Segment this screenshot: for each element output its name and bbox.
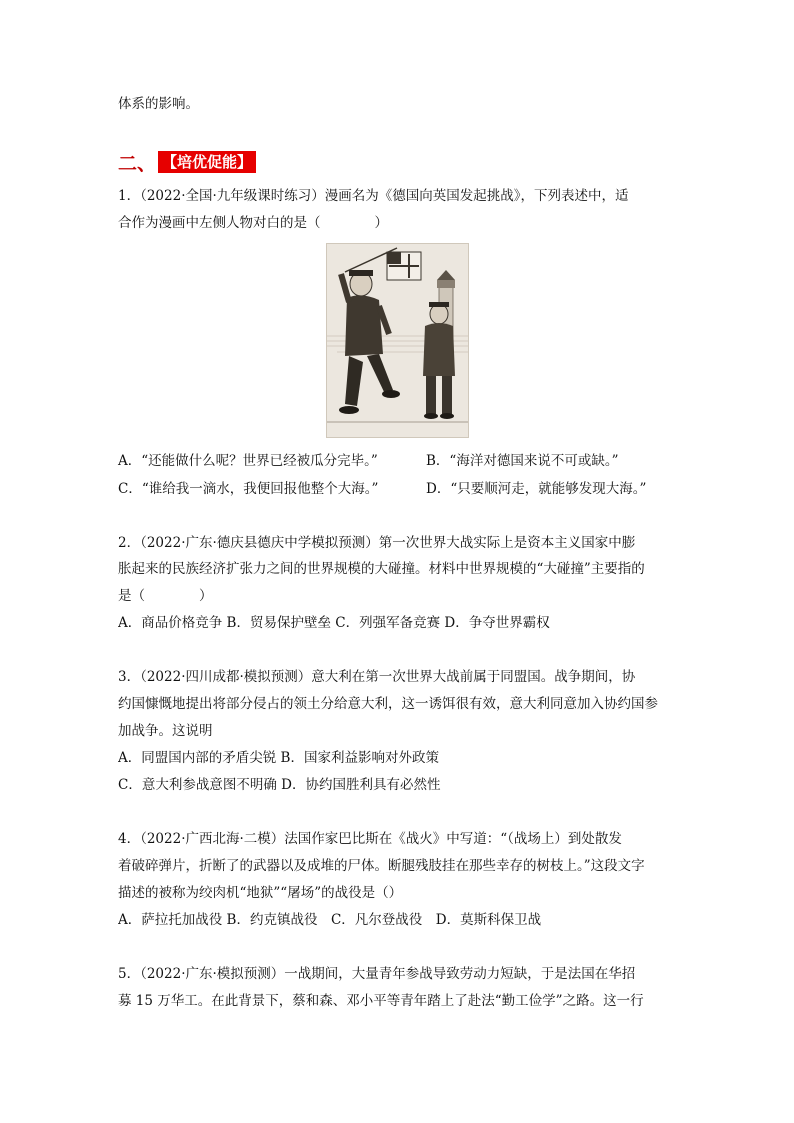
q2-options: A．商品价格竞争 B．贸易保护壁垒 C．列强军备竞赛 D．争夺世界霸权 xyxy=(118,615,550,631)
q4-line1: 4．（2022·广西北海·二模）法国作家巴比斯在《战火》中写道：“（战场上）到处散发 xyxy=(118,831,622,847)
q4-line2: 着破碎弹片，折断了的武器以及成堆的尸体。断腿残肢挂在那些幸存的树枝上。”这段文字 xyxy=(118,858,645,874)
cartoon-image xyxy=(326,243,469,438)
top-fragment: 体系的影响。 xyxy=(118,96,199,112)
q3-line1: 3．（2022·四川成都·模拟预测）意大利在第一次世界大战前属于同盟国。战争期间，协 xyxy=(118,669,636,685)
q1-option-b: B．“海洋对德国来说不可或缺。” xyxy=(426,453,619,469)
cartoon-illustration xyxy=(327,244,468,437)
q3-options-line1: A．同盟国内部的矛盾尖锐 B．国家利益影响对外政策 xyxy=(118,750,439,766)
section-heading xyxy=(118,150,256,174)
q2-line1: 2．（2022·广东·德庆县德庆中学模拟预测）第一次世界大战实际上是资本主义国家中膨 xyxy=(118,535,636,551)
q3-line2: 约国慷慨地提出将部分侵占的领土分给意大利，这一诱饵很有效，意大利同意加入协约国参 xyxy=(118,696,658,712)
q4-line3: 描述的被称为绞肉机“地狱”“屠场”的战役是（） xyxy=(118,885,403,901)
q2-line3: 是（ ） xyxy=(118,588,213,604)
q1-option-c: C．“谁给我一滴水，我便回报他整个大海。” xyxy=(118,481,379,497)
q1-line1: 1．（2022·全国·九年级课时练习）漫画名为《德国向英国发起挑战》，下列表述中，适 xyxy=(118,188,629,204)
q1-line2: 合作为漫画中左侧人物对白的是（ ） xyxy=(118,215,388,231)
q5-line2: 募 15 万华工。在此背景下，蔡和森、邓小平等青年踏上了赴法“勤工俭学”之路。这一行 xyxy=(118,993,644,1009)
q4-options: A．萨拉托加战役 B．约克镇战役 C．凡尔登战役 D．莫斯科保卫战 xyxy=(118,912,542,928)
q1-option-a: A．“还能做什么呢？世界已经被瓜分完毕。” xyxy=(118,453,378,469)
section-number: 二、 xyxy=(118,152,157,175)
q3-options-line2: C．意大利参战意图不明确 D．协约国胜利具有必然性 xyxy=(118,777,441,793)
q3-line3: 加战争。这说明 xyxy=(118,723,213,739)
q1-option-d: D．“只要顺河走，就能够发现大海。” xyxy=(426,481,647,497)
q5-line1: 5．（2022·广东·模拟预测）一战期间，大量青年参战导致劳动力短缺，于是法国在华招 xyxy=(118,966,636,982)
section-badge: 【培优促能】 xyxy=(158,151,256,173)
q2-line2: 胀起来的民族经济扩张力之间的世界规模的大碰撞。材料中世界规模的“大碰撞”主要指的 xyxy=(118,561,645,577)
